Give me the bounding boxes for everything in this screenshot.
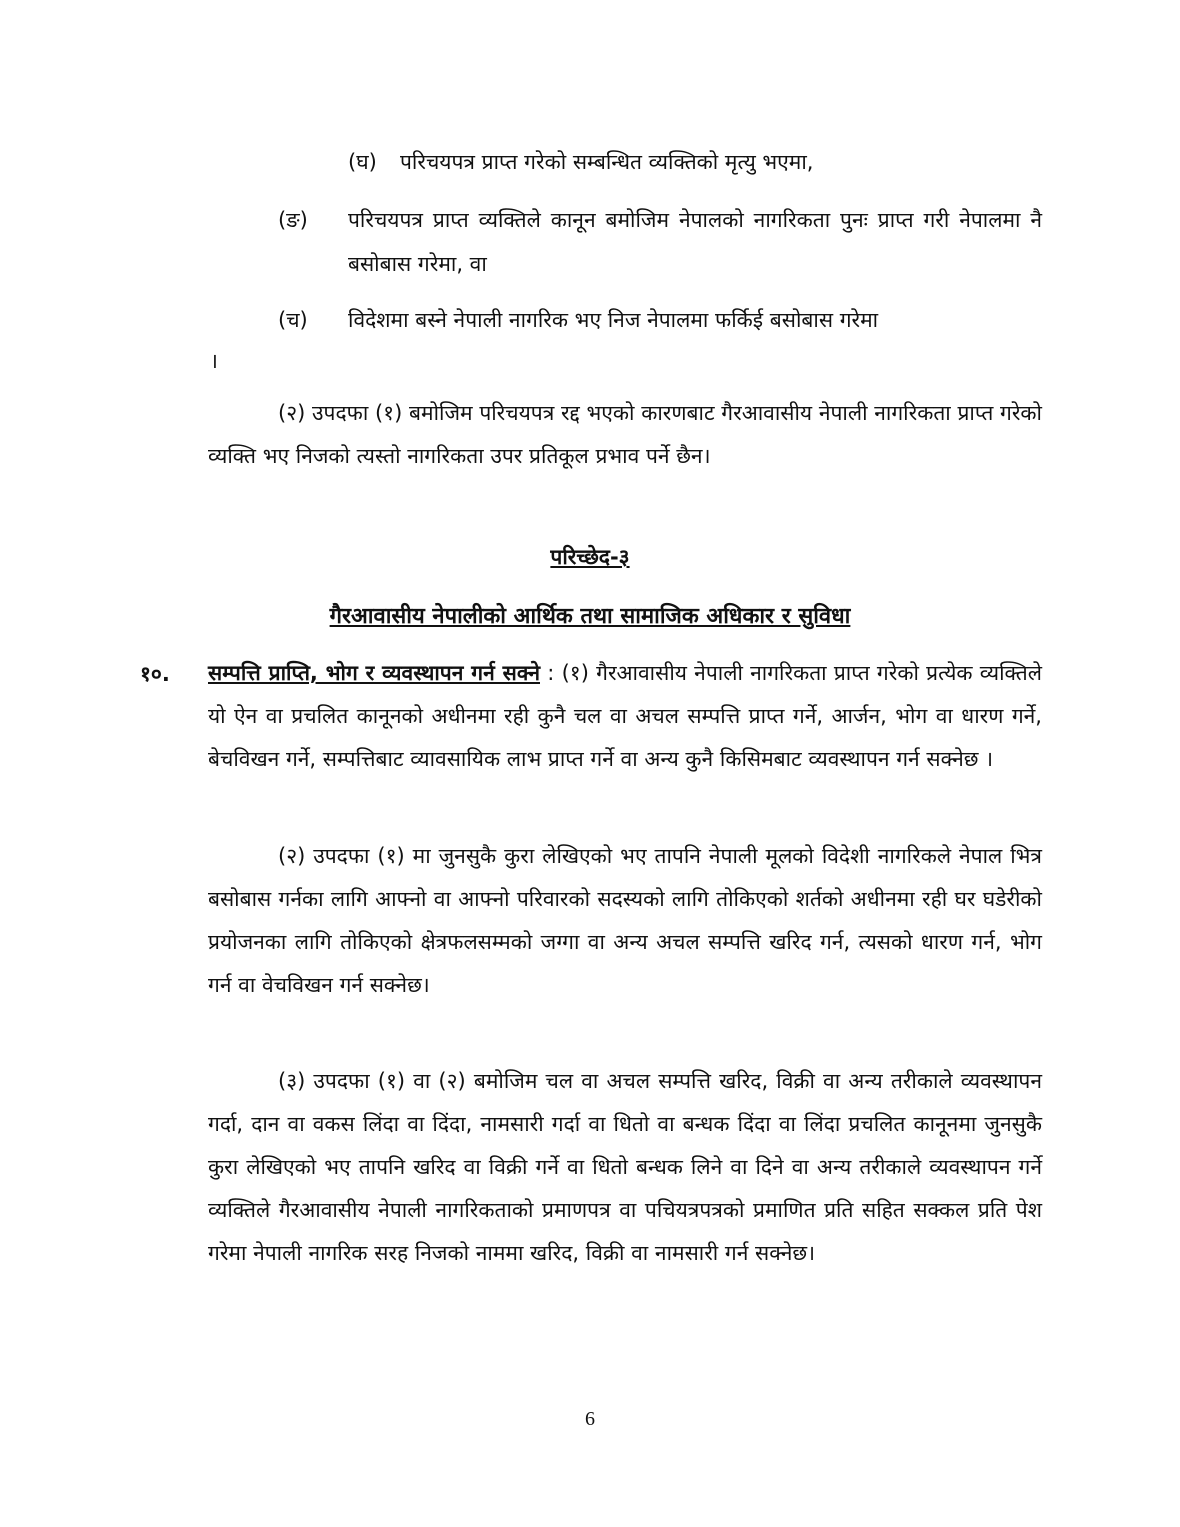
clause-text: परिचयपत्र प्राप्त व्यक्तिले कानून बमोजिम नेपालको नागरिकता पुनः प्राप्त गरी नेपालमा नै बसोबास गरेमा, वा <box>348 208 1042 276</box>
clause-label: (च) <box>278 308 308 332</box>
section-10-subsection-2: (२) उपदफा (१) मा जुनसुकै कुरा लेखिएको भए तापनि नेपाली मूलको विदेशी नागरिकले नेपाल भित्र बसोबास गर्नका लागि आफ्नो वा आफ्नो परिवारको सदस्यको लागि तोकिएको शर्तको अधीनमा रही घर घडेरीको प्रयोजनका लागि तोकिएको क्षेत्रफलसम्मको जग्गा वा अन्य अचल सम्पत्ति खरिद गर्न, त्यसको धारण गर्न, भोग गर्न वा वेचविखन गर्न सक्नेछ। <box>208 844 1042 997</box>
section-10-subsection-1 <box>208 652 1042 781</box>
section-10-subsection-3: (३) उपदफा (१) वा (२) बमोजिम चल वा अचल सम्पत्ति खरिद, विक्री वा अन्य तरीकाले व्यवस्थापन गर्दा, दान वा वकस लिंदा वा दिंदा, नामसारी गर्दा वा धितो वा बन्धक दिंदा वा लिंदा प्रचलित कानूनमा जुनसुकै कुरा लेखिएको भए तापनि खरिद वा विक्री गर्ने वा धितो बन्धक लिने वा दिने वा अन्य तरीकाले व्यवस्थापन गर्ने व्यक्तिले गैरआवासीय नेपाली नागरिकताको प्रमाणपत्र वा पचियत्रपत्रको प्रमाणित प्रति सहित सक्कल प्रति पेश गरेमा नेपाली नागरिक सरह निजको नाममा खरिद, विक्री वा नामसारी गर्न सक्नेछ। <box>208 1069 1042 1265</box>
danda-mark: । <box>210 349 218 373</box>
section-number: १०. <box>140 662 170 686</box>
clause-text: विदेशमा बस्ने नेपाली नागरिक भए निज नेपालमा फर्किई बसोबास गरेमा <box>348 308 879 332</box>
page-number: 6 <box>585 1408 595 1430</box>
clause-text: परिचयपत्र प्राप्त गरेको सम्बन्धित व्यक्तिको मृत्यु भएमा, <box>400 150 814 174</box>
clause-label: (घ) <box>348 150 377 174</box>
chapter-title: गैरआवासीय नेपालीको आर्थिक तथा सामाजिक अधिकार र सुविधा <box>329 604 851 629</box>
chapter-number: परिच्छेद-३ <box>550 545 630 569</box>
section-sub1-text: (१) गैरआवासीय नेपाली नागरिकता प्राप्त गरेको प्रत्येक व्यक्तिले यो ऐन वा प्रचलित कानूनको अधीनमा रही कुनै चल वा अचल सम्पत्ति प्राप्त गर्ने, आर्जन, भोग वा धारण गर्ने, बेचविखन गर्ने, सम्पत्तिबाट व्यावसायिक लाभ प्राप्त गर्ने वा अन्य कुनै किसिमबाट व्यवस्थापन गर्न सक्नेछ । <box>208 661 1043 771</box>
section-title: सम्पत्ति प्राप्ति, भोग र व्यवस्थापन गर्न सक्ने <box>208 661 540 685</box>
sub-clause-2: (२) उपदफा (१) बमोजिम परिचयपत्र रद्द भएको कारणबाट गैरआवासीय नेपाली नागरिकता प्राप्त गरेको व्यक्ति भए निजको त्यस्तो नागरिकता उपर प्रतिकूल प्रभाव पर्ने छैन। <box>208 401 1042 468</box>
clause-label: (ङ) <box>278 208 308 232</box>
section-separator: : <box>540 661 562 685</box>
